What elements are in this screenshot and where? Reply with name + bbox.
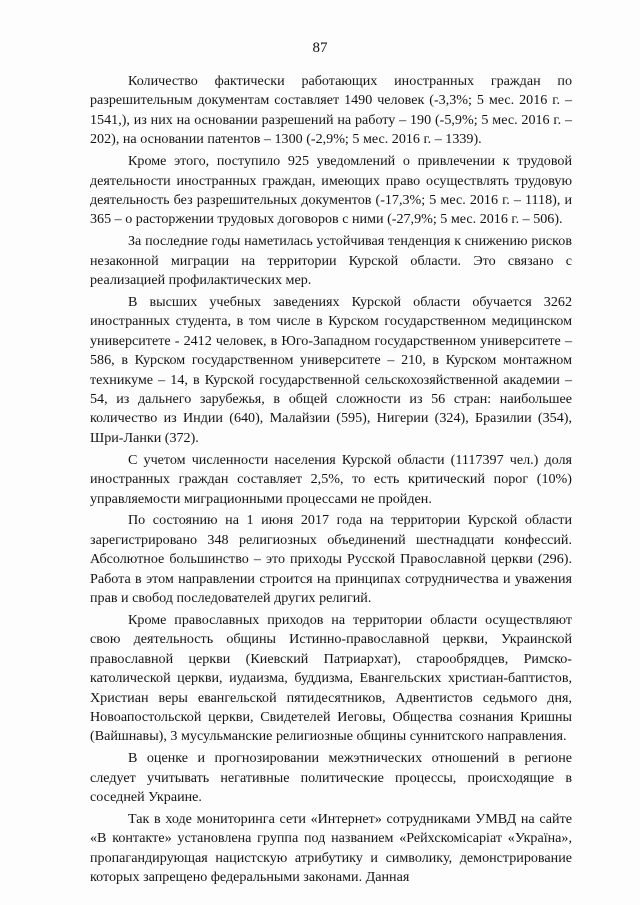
paragraph-foreign-workers: Количество фактически работающих иностранных граждан по разрешительным документам составляет 1490 человек (-3,3%; 5 мес. 2016 г. – 1541,), из них на основании разрешений на работу – 190 (-5,9%; 5 мес. 2016 г. – 202), на основании патентов – 1300 (-2,9%; 5 мес. 2016 г. – 1339). — [90, 73, 572, 148]
document-body — [90, 72, 572, 890]
paragraph-religious-associations: По состоянию на 1 июня 2017 года на территории Курской области зарегистрировано 348 религиозных объединений шестнадцати конфессий. Абсолютное большинство – это приходы Русской Православной церкви (296). Работа в этом направлении строится на принципах сотрудничества и уважения прав и свобод последователей других религий. — [90, 512, 572, 607]
paragraph-notifications: Кроме этого, поступило 925 уведомлений о привлечении к трудовой деятельности иностранных граждан, имеющих право осуществлять трудовую деятельность без разрешительных документов (-17,3%; 5 мес. 2016 г. – 1118), и 365 – о расторжении трудовых договоров с ними (-27,9%; 5 мес. 2016 г. – 506). — [90, 153, 572, 228]
paragraph-interethnic-relations: В оценке и прогнозировании межэтнических отношений в регионе следует учитывать негативные политические процессы, происходящие в соседней Украине. — [90, 750, 572, 806]
paragraph-migration-trend: За последние годы наметилась устойчивая тенденция к снижению рисков незаконной миграции на территории Курской области. Это связано с реализацией профилактических мер. — [90, 233, 572, 289]
page-number: 87 — [312, 40, 328, 56]
paragraph-other-confessions: Кроме православных приходов на территории области осуществляют свою деятельность общины Истинно-православной церкви, Украинской православной церкви (Киевский Патриархат), старообрядцев, Римско-католической церкви, иудаизма, буддизма, Евангельских христиан-баптистов, Христиан веры евангельской пятидесятников, Адвентистов седьмого дня, Новоапостольской церкви, Свидетелей Иеговы, Общества сознания Кришны (Вайшнавы), 3 мусульманские религиозные общины суннитского направления. — [90, 611, 572, 745]
paragraph-population-share: С учетом численности населения Курской области (1117397 чел.) доля иностранных граждан составляет 2,5%, то есть критический порог (10%) управляемости миграционными процессами не пройден. — [90, 451, 572, 507]
paragraph-internet-monitoring: Так в ходе мониторинга сети «Интернет» сотрудниками УМВД на сайте «В контакте» установлена группа под названием «Рейхскомісаріат «Україна», пропагандирующая нацистскую атрибутику и символику, демонстрирование которых запрещено федеральными законами. Данная — [90, 811, 572, 886]
paragraph-foreign-students: В высших учебных заведениях Курской области обучается 3262 иностранных студента, в том числе в Курском государственном медицинском университете - 2412 человек, в Юго-Западном государственном университете – 586, в Курском государственном университете – 210, в Курском монтажном техникуме – 14, в Курской государственной сельскохозяйственной академии – 54, из дальнего зарубежья, в общей сложности из 56 стран: наибольшее количество из Индии (640), Малайзии (595), Нигерии (324), Бразилии (354), Шри-Ланки (372). — [90, 293, 572, 446]
